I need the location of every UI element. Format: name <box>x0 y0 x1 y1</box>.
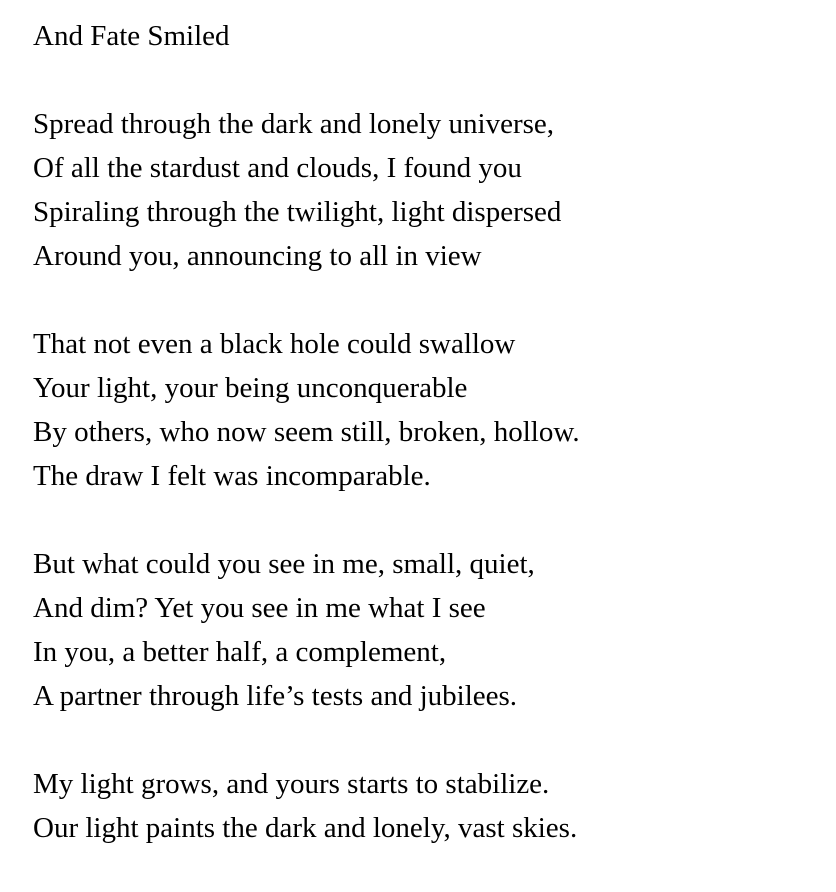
poem-line: Around you, announcing to all in view <box>33 240 482 272</box>
poem-line: Spread through the dark and lonely universe, <box>33 108 555 140</box>
stanza-2 <box>33 322 580 498</box>
poem-line: In you, a better half, a complement, <box>33 636 447 668</box>
stanza-1 <box>33 102 580 278</box>
poem-line: Our light paints the dark and lonely, vast skies. <box>33 812 578 844</box>
poem-title: And Fate Smiled <box>33 20 230 52</box>
poem-line: My light grows, and yours starts to stabilize. <box>33 768 550 800</box>
poem-line: A partner through life’s tests and jubilees. <box>33 680 518 712</box>
poem-line: That not even a black hole could swallow <box>33 328 516 360</box>
stanza-3 <box>33 542 580 718</box>
stanza-4 <box>33 762 580 850</box>
poem <box>33 14 580 850</box>
poem-line: But what could you see in me, small, quiet, <box>33 548 535 580</box>
poem-line: Spiraling through the twilight, light dispersed <box>33 196 562 228</box>
poem-line: And dim? Yet you see in me what I see <box>33 592 486 624</box>
poem-line: Of all the stardust and clouds, I found you <box>33 152 522 184</box>
poem-line: Your light, your being unconquerable <box>33 372 468 404</box>
poem-line: The draw I felt was incomparable. <box>33 460 431 492</box>
poem-line: By others, who now seem still, broken, hollow. <box>33 416 580 448</box>
